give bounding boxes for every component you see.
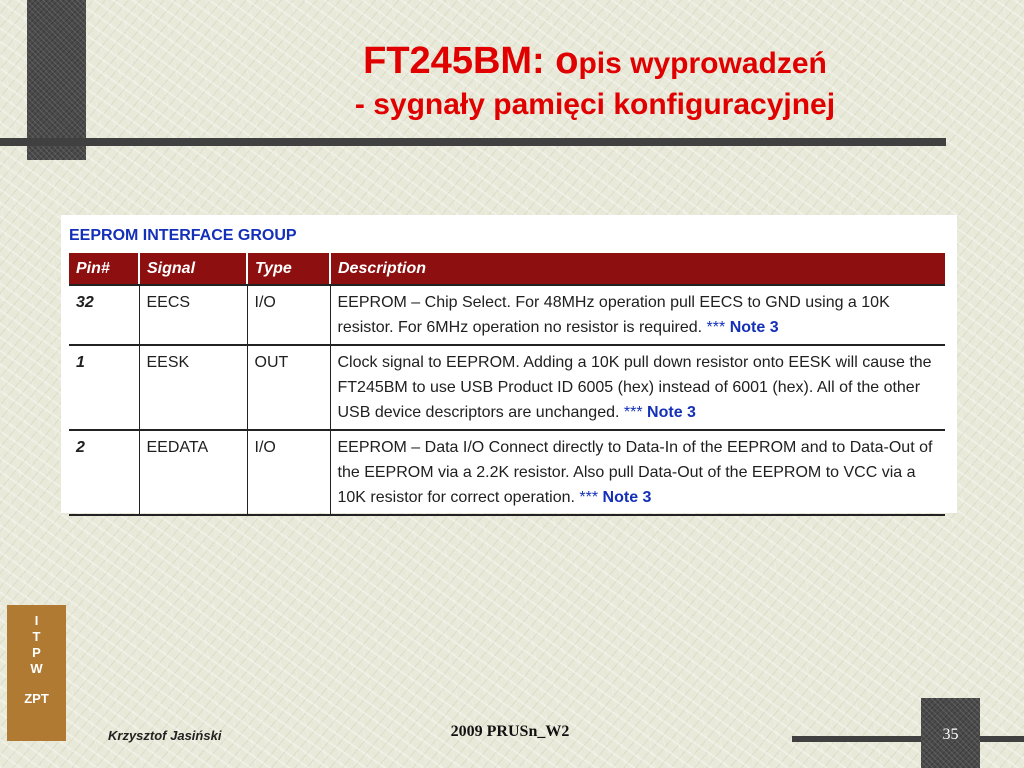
cell-description xyxy=(330,285,945,345)
bottom-divider-bar xyxy=(792,736,1024,742)
table-panel xyxy=(61,215,957,513)
top-decor-block xyxy=(27,0,86,160)
cell-type: OUT xyxy=(247,345,330,430)
slide-title xyxy=(200,38,990,123)
cell-pin: 1 xyxy=(69,345,139,430)
top-divider-bar xyxy=(0,138,946,146)
badge-letter: P xyxy=(32,645,41,660)
note-stars: *** xyxy=(579,489,599,506)
cell-pin: 32 xyxy=(69,285,139,345)
description-text: Clock signal to EEPROM. Adding a 10K pull down resistor onto EESK will cause the FT245BM to use USB Product ID 6005 (hex) instead of 6001 (hex). All of the other USB device descriptors are unchanged. xyxy=(337,354,932,421)
header-pin: Pin# xyxy=(69,253,139,285)
cell-signal: EECS xyxy=(139,285,247,345)
cell-signal: EEDATA xyxy=(139,430,247,515)
badge-letter: T xyxy=(32,629,41,644)
note-ref: Note 3 xyxy=(602,489,652,506)
description-text: EEPROM – Data I/O Connect directly to Data-In of the EEPROM and to Data-Out of the EEPROM via a 2.2K resistor. Also pull Data-Out of the EEPROM to VCC via a 10K resistor for correct operation. xyxy=(337,439,933,506)
cell-signal: EESK xyxy=(139,345,247,430)
header-description: Description xyxy=(330,253,945,285)
title-subtitle: - sygnały pamięci konfiguracyjnej xyxy=(354,87,836,121)
table-row xyxy=(69,430,945,515)
cell-description xyxy=(330,345,945,430)
badge-dept: ZPT xyxy=(24,691,49,706)
badge-letter: I xyxy=(34,613,39,628)
note-stars: *** xyxy=(623,404,643,421)
group-title: EEPROM INTERFACE GROUP xyxy=(69,227,297,244)
table-row xyxy=(69,345,945,430)
title-strong: FT245BM: o xyxy=(363,40,579,82)
note-ref: Note 3 xyxy=(647,404,696,421)
cell-description xyxy=(330,430,945,515)
note-stars: *** xyxy=(706,319,726,336)
note-ref: Note 3 xyxy=(729,319,779,336)
cell-type: I/O xyxy=(247,285,330,345)
header-type: Type xyxy=(247,253,330,285)
description-text: EEPROM – Chip Select. For 48MHz operation pull EECS to GND using a 10K resistor. For 6MHz operation no resistor is required. xyxy=(337,294,890,336)
badge-letter: W xyxy=(30,661,43,676)
title-rest: pis wyprowadzeń xyxy=(578,47,827,80)
header-signal: Signal xyxy=(139,253,247,285)
page-number-box xyxy=(921,698,980,768)
pin-table xyxy=(69,253,945,516)
table-row xyxy=(69,285,945,345)
cell-type: I/O xyxy=(247,430,330,515)
table-header-row xyxy=(69,253,945,285)
footer-author: Krzysztof Jasiński xyxy=(108,728,222,743)
page-number: 35 xyxy=(942,726,959,743)
institute-badge xyxy=(7,605,66,741)
cell-pin: 2 xyxy=(69,430,139,515)
footer-course: 2009 PRUSn_W2 xyxy=(450,723,570,740)
